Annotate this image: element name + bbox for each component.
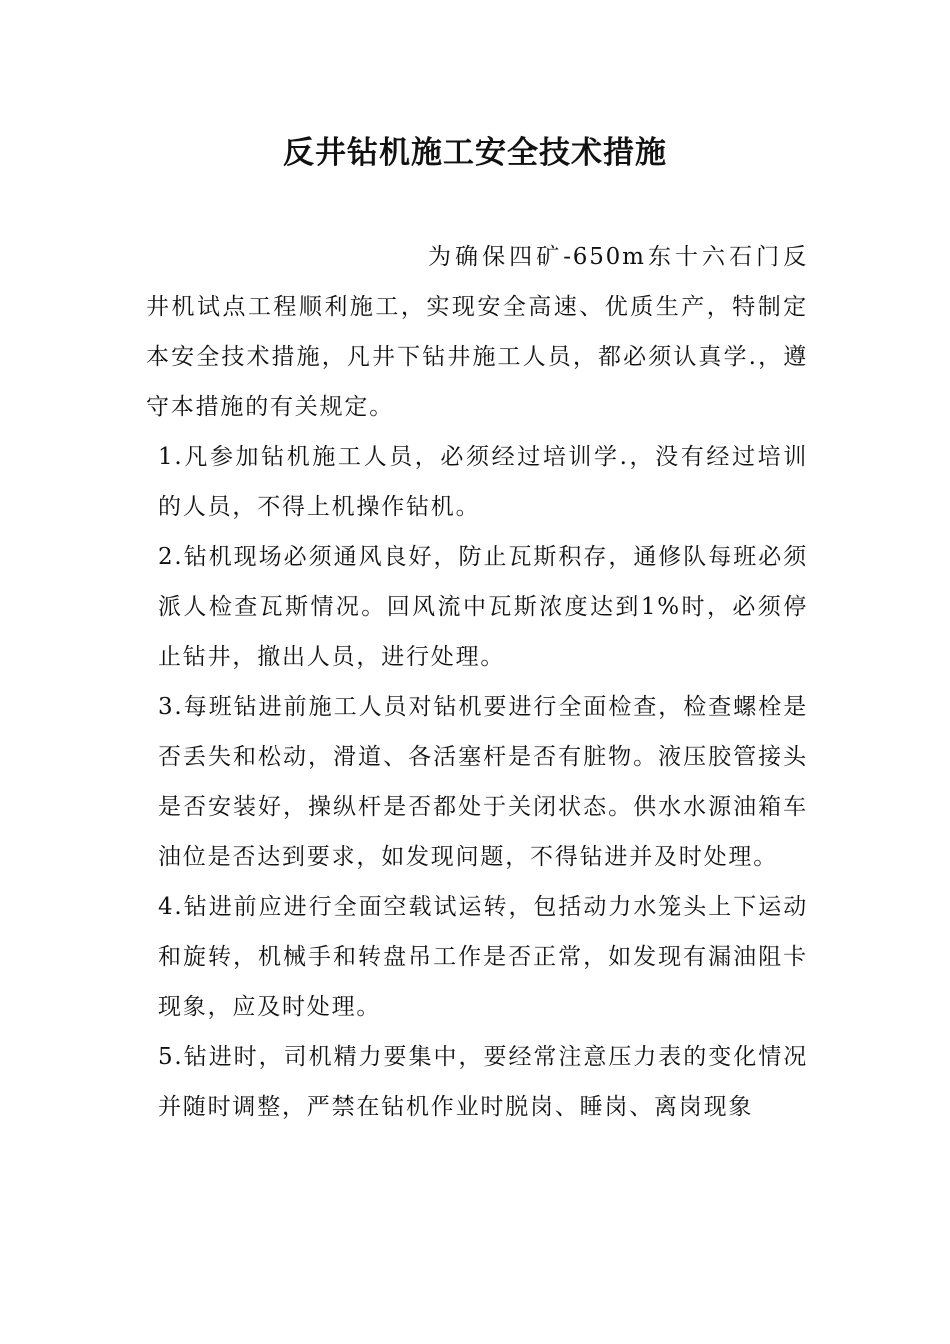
list-item-3: 3.每班钻进前施工人员对钻机要进行全面检查，检查螺栓是否丢失和松动，滑道、各活塞杆是否有脏物。液压胶管接头是否安装好，操纵杆是否都处于关闭状态。供水水源油箱车油位是否达到要求，如发现问题，不得钻进并及时处理。 (158, 694, 808, 870)
intro-paragraph: 为确保四矿-650m东十六石门反井机试点工程顺利施工，实现安全高速、优质生产，特制定本安全技术措施，凡井下钻井施工人员，都必须认真学.，遵守本措施的有关规定。 (146, 244, 808, 420)
list-item-2: 2.钻机现场必须通风良好，防止瓦斯积存，通修队每班必须派人检查瓦斯情况。回风流中瓦斯浓度达到1%时，必须停止钻井，撤出人员，进行处理。 (158, 544, 808, 670)
list-item-5: 5.钻进时，司机精力要集中，要经常注意压力表的变化情况并随时调整，严禁在钻机作业时脱岗、睡岗、离岗现象 (158, 1044, 808, 1120)
document-title: 反井钻机施工安全技术措施 (283, 135, 667, 171)
list-item-4: 4.钻进前应进行全面空载试运转，包括动力水笼头上下运动和旋转，机械手和转盘吊工作是否正常，如发现有漏油阻卡现象，应及时处理。 (158, 894, 808, 1020)
document-body (146, 232, 808, 1132)
list-item-1: 1.凡参加钻机施工人员，必须经过培训学.，没有经过培训的人员，不得上机操作钻机。 (158, 444, 808, 520)
